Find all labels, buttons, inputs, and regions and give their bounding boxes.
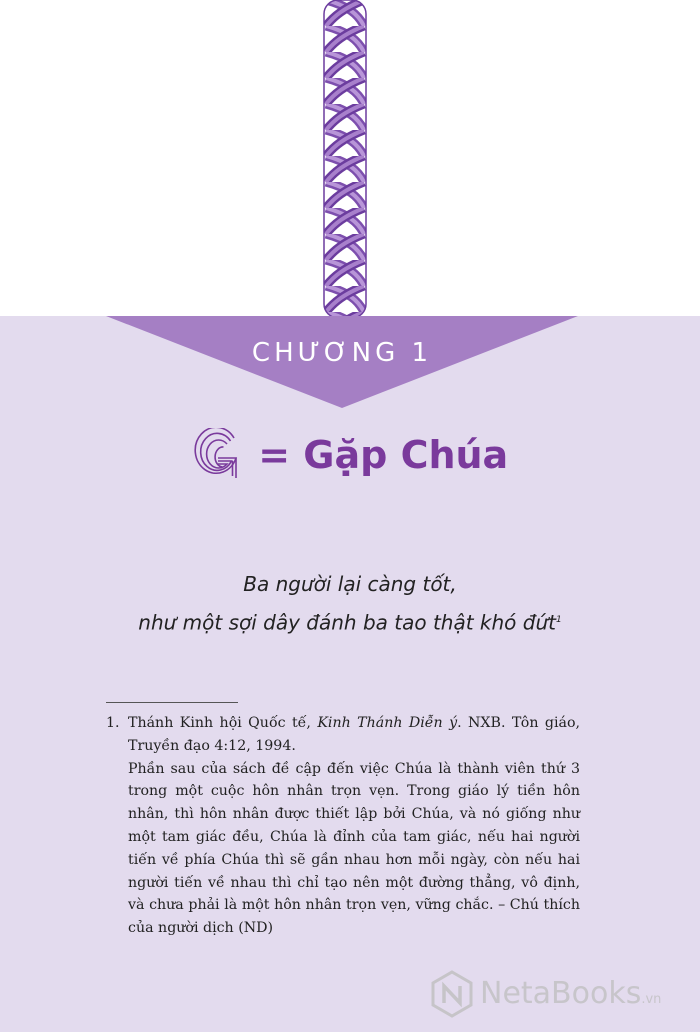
quote-line-1: Ba người lại càng tốt, (243, 572, 457, 596)
chapter-label: CHƯƠNG 1 (251, 338, 433, 368)
watermark-brand: NetaBooks (480, 976, 642, 1011)
netabooks-logo-icon (430, 970, 474, 1018)
epigraph-quote (0, 566, 700, 641)
footnote-number: 1. (106, 715, 120, 731)
footnote-source-prefix: Thánh Kinh hội Quốc tế, (128, 715, 318, 731)
outlined-letter-g-icon (192, 428, 240, 482)
footnote-source (128, 712, 580, 758)
watermark-suffix: .vn (641, 992, 662, 1007)
footnote-source-title: Kinh Thánh Diễn ý (317, 715, 458, 731)
footnote-translator-note: Phần sau của sách đề cập đến việc Chúa là thành viên thứ 3 trong một cuộc hôn nhân trọn vẹn. Trong giáo lý tiền hôn nhân, thì hôn nhân được thiết lập bởi Chúa, và nó giống như một tam giác đều, Chúa là đỉnh của tam giác, nếu hai người tiến về phía Chúa thì sẽ gần nhau hơn mỗi ngày, còn nếu hai người tiến về nhau thì chỉ tạo nên một đường thẳng, vô định, và chưa phải là một hôn nhân trọn vẹn, vững chắc. – Chú thích của người dịch (ND) (128, 760, 580, 937)
footnote-divider (106, 702, 238, 703)
quote-line-2 (0, 602, 700, 641)
footnote-body (128, 712, 580, 940)
footnote-marker: 1 (555, 615, 562, 625)
watermark-text (480, 976, 661, 1011)
braided-rope-illustration (318, 0, 372, 318)
quote-line-2-text: như một sợi dây đánh ba tao thật khó đứt (138, 610, 556, 635)
netabooks-watermark (430, 966, 690, 1022)
footnote-source-suffix: . NXB. Tôn giáo, Truyền đạo 4:12, 1994. (128, 715, 580, 754)
footnote (106, 712, 580, 940)
chapter-title (0, 428, 700, 482)
chapter-title-text: = Gặp Chúa (258, 433, 509, 477)
